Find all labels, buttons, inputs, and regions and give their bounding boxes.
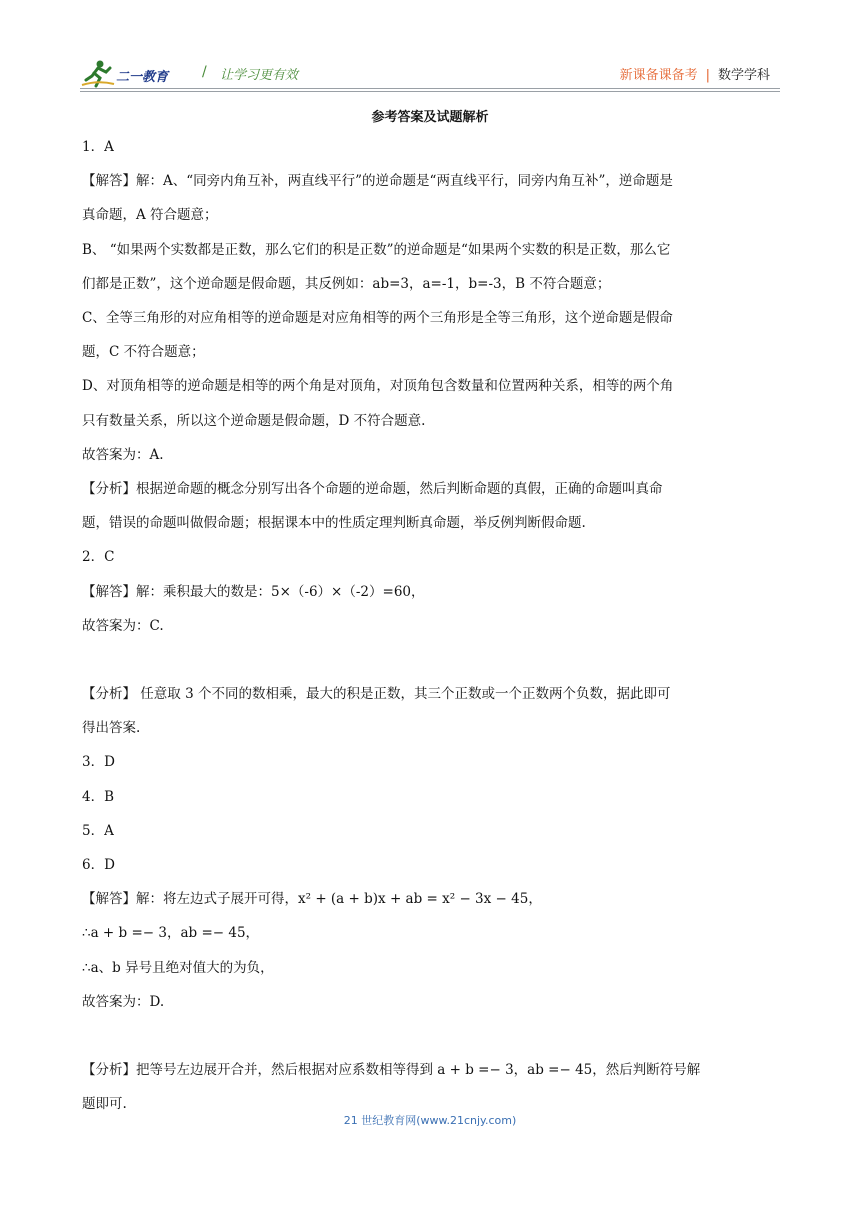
text-line: 【分析】根据逆命题的概念分别写出各个命题的逆命题，然后判断命题的真假，正确的命题叫真命 [82,481,663,498]
text-line: 4．B [82,788,115,805]
text-line: 题，C 不符合题意； [82,344,205,361]
answer-content [82,130,782,1121]
text-line: 们都是正数”，这个逆命题是假命题，其反例如：ab=3，a=-1，b=-3，B 不符合题意； [82,275,611,292]
doc-title: 参考答案及试题解析 [371,110,489,125]
text-line: 5．A [82,822,114,839]
header-slogan: 让学习更有效 [220,68,299,83]
text-line: 【解答】解：乘积最大的数是：5×（-6）×（-2）=60， [82,583,425,600]
logo-text: 二一教育 [116,70,169,85]
header-right [620,64,770,83]
blank-line [82,643,782,677]
text-line: 2．C [82,549,115,566]
page-footer: 21 世纪教育网(www.21cnjy.com) [343,1114,517,1127]
text-line: 故答案为：A. [82,446,164,463]
text-line: 【分析】 任意取 3 个不同的数相乘，最大的积是正数，其三个正数或一个正数两个负数，据此即可 [82,686,671,703]
header-subject: 数学学科 [717,68,770,83]
text-line: 题，错误的命题叫做假命题；根据课本中的性质定理判断真命题，举反例判断假命题. [82,515,586,532]
page-header [80,52,780,92]
header-divider [80,88,780,89]
text-line: 故答案为：D. [82,993,165,1010]
text-line: 题即可. [82,1096,127,1113]
text-line: 6．D [82,857,115,874]
text-line: B、 “如果两个实数都是正数，那么它们的积是正数”的逆命题是“如果两个实数的积是正数，那么它 [82,241,671,258]
text-line: D、对顶角相等的逆命题是相等的两个角是对顶角，对顶角包含数量和位置两种关系，相等的两个角 [82,378,674,395]
runner-logo-icon [80,58,116,88]
header-separator: | [705,68,710,83]
text-line: ∴a + b =− 3，ab =− 45， [82,925,260,942]
text-line: ∴a、b 异号且绝对值大的为负， [82,959,274,976]
header-divider-2 [80,91,780,92]
text-line: 【解答】解：将左边式子展开可得，x² + (a + b)x + ab = x² − 3x − 45， [82,891,542,908]
header-category: 新课备课备考 [619,68,698,83]
text-line: 【分析】把等号左边展开合并，然后根据对应系数相等得到 a + b =− 3，ab =− 45，然后判断符号解 [82,1062,701,1079]
text-line: 3．D [82,754,115,771]
text-line: 得出答案. [82,720,141,737]
text-line: 1．A [82,139,114,155]
text-line: 故答案为：C. [82,617,164,634]
text-line: C、全等三角形的对应角相等的逆命题是对应角相等的两个三角形是全等三角形，这个逆命题是假命 [82,310,673,327]
header-slash: / [202,64,207,80]
text-line: 真命题，A 符合题意； [82,207,218,224]
text-line: 【解答】解：A、“同旁内角互补，两直线平行”的逆命题是“两直线平行，同旁内角互补”，逆命题是 [82,173,673,190]
logo [80,58,190,88]
text-line: 只有数量关系，所以这个逆命题是假命题，D 不符合题意. [82,412,426,429]
blank-line [82,1019,782,1053]
